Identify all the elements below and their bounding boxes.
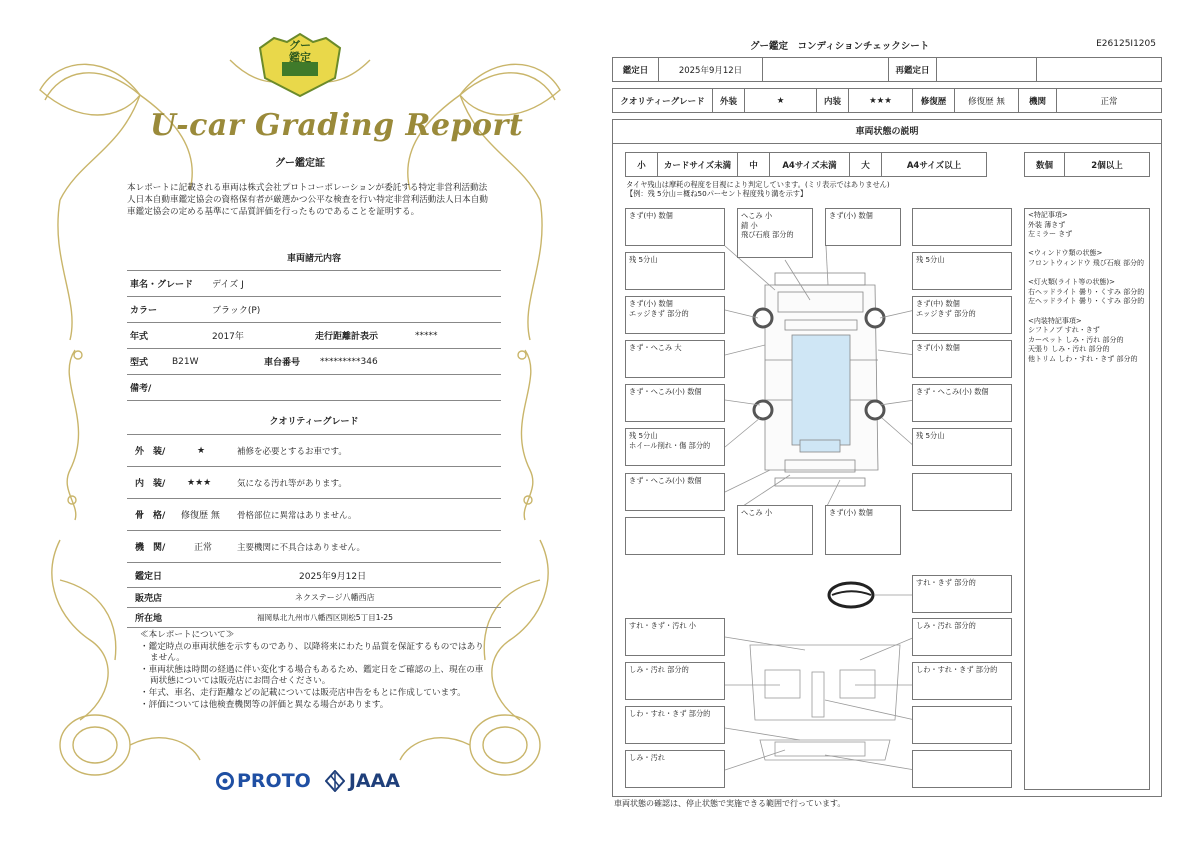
- date-label: 鑑定日: [135, 572, 163, 582]
- grade-label: 骨 格/: [135, 511, 166, 521]
- steering-wheel-icon: [829, 583, 873, 607]
- grade-label: 機 関/: [135, 543, 166, 553]
- jaaa-logo: [325, 770, 400, 792]
- certificate-intro: 本レポートに記載される車両は株式会社プロトコーポレーションが委託する特定非営利活動法人日本自動車鑑定協会の資格保有者が厳選かつ公平な検査を行い特定非営利活動法人日本自動車鑑定協会の定める基準にて品質評価を行ったものであることを証明する。: [127, 183, 488, 217]
- quality-section-title: クオリティーグレード: [269, 417, 359, 427]
- grade-desc: 主要機関に不具合はありません。: [237, 542, 366, 553]
- interior-value: ★★★: [849, 89, 913, 113]
- count-desc: 2個以上: [1065, 153, 1150, 177]
- proto-mark-icon: [215, 771, 235, 791]
- grade-desc: 気になる汚れ等があります。: [237, 478, 347, 489]
- comment-box: しわ・すれ・きず 部分的: [625, 706, 725, 744]
- grade-value: ★: [197, 445, 206, 456]
- mileage-label: 走行距離計表示: [315, 332, 379, 342]
- comment-box: しみ・汚れ: [625, 750, 725, 788]
- grade-row-interior: [127, 467, 501, 499]
- sheet-footer: 車両状態の確認は、停止状態で実施できる範囲で行っています。: [614, 799, 846, 808]
- condition-check-sheet: [600, 0, 1200, 848]
- badge-text: グー 鑑定: [289, 39, 311, 64]
- address-label: 所在地: [135, 614, 163, 624]
- grade-value: 正常: [194, 543, 213, 553]
- comment-box: きず・へこみ(小) 数個: [912, 384, 1012, 422]
- chassis-label: 車台番号: [264, 358, 301, 368]
- note-item: ・評価については他検査機関等の評価と異なる場合があります。: [140, 699, 389, 710]
- size-large: 大: [850, 153, 882, 177]
- date-value: 2025年9月12日: [659, 58, 763, 82]
- comment-box: 残 5分山 ホイール削れ・傷 部分的: [625, 428, 725, 466]
- grade-label: 外 装/: [135, 447, 166, 457]
- comment-box: しみ・汚れ 部分的: [912, 618, 1012, 656]
- note-item: ・鑑定時点の車両状態を示すものであり、以降将来にわたり品質を保証するものではありません。: [140, 641, 484, 664]
- size-mid: 中: [738, 153, 770, 177]
- quality-label: クオリティーグレード: [613, 89, 713, 113]
- count-label: 数個: [1025, 153, 1065, 177]
- comment-box: きず・へこみ(小) 数個: [625, 384, 725, 422]
- note-item: ・年式、車名、走行距離などの記載については販売店申告をもとに作成しています。: [140, 687, 466, 698]
- sheet-title: グー鑑定 コンディションチェックシート: [750, 41, 930, 52]
- comment-box: へこみ 小 錆 小 飛び石痕 部分的: [737, 208, 813, 258]
- date-label: 鑑定日: [613, 58, 659, 82]
- comment-box: 残 5分山: [912, 428, 1012, 466]
- comment-box: きず(小) 数個: [825, 208, 901, 246]
- date-value: 2025年9月12日: [299, 572, 367, 582]
- mileage-value: *****: [415, 330, 438, 341]
- spec-section-title: 車両諸元内容: [286, 254, 341, 264]
- size-large-desc: A4サイズ以上: [882, 153, 987, 177]
- car-name-label: 車名・グレード: [130, 280, 194, 290]
- repair-value: 修復歴 無: [955, 89, 1019, 113]
- exterior-value: ★: [745, 89, 817, 113]
- grade-label: 内 装/: [135, 479, 166, 489]
- spec-row-year: [127, 323, 501, 349]
- model-value: B21W: [172, 356, 199, 367]
- notes-list: [140, 630, 490, 711]
- proto-logo: [215, 770, 311, 792]
- info-row-date: [127, 564, 501, 588]
- car-name-value: デイズ J: [212, 280, 244, 290]
- size-small: 小: [626, 153, 658, 177]
- comment-box: [912, 473, 1012, 511]
- comment-box: しみ・汚れ 部分的: [625, 662, 725, 700]
- comment-box: きず(中) 数個 エッジきず 部分的: [912, 296, 1012, 334]
- comment-box: しわ・すれ・きず 部分的: [912, 662, 1012, 700]
- interior-label: 内装: [817, 89, 849, 113]
- notes-title: ≪本レポートについて≫: [140, 630, 235, 640]
- grade-value: ★★★: [187, 477, 212, 488]
- state-title: 車両状態の説明: [612, 119, 1162, 144]
- sheet-id: E26125I1205: [1096, 39, 1156, 49]
- grade-row-exterior: [127, 435, 501, 467]
- tire-note-2: 【例：残 5分山＝概ね50パーセント程度残り溝を示す】: [626, 189, 808, 198]
- color-label: カラー: [130, 306, 158, 316]
- color-value: ブラック(P): [212, 306, 261, 316]
- comment-box: きず(小) 数個: [912, 340, 1012, 378]
- comment-box: きず・へこみ 大: [625, 340, 725, 378]
- grade-desc: 骨格部位に異常はありません。: [237, 510, 357, 521]
- grade-row-engine: [127, 531, 501, 563]
- note-item: ・車両状態は時間の経過に伴い変化する場合もあるため、鑑定日をご確認の上、現在の車両状態については販売店にお問合せください。: [140, 664, 484, 687]
- certificate-subtitle: グー鑑定証: [275, 158, 325, 169]
- comment-box: すれ・きず・汚れ 小: [625, 618, 725, 656]
- logos: [215, 770, 400, 792]
- model-label: 型式: [130, 358, 149, 368]
- tire-note-1: タイヤ残山は摩耗の程度を目視により判定しています。(ミリ表示ではありません): [626, 180, 890, 189]
- spec-row-color: [127, 297, 501, 323]
- spec-row-remarks: [127, 375, 501, 401]
- comment-box: [912, 750, 1012, 788]
- repair-label: 修復歴: [913, 89, 955, 113]
- info-row-shop: [127, 588, 501, 608]
- year-value: 2017年: [212, 332, 244, 342]
- comment-box: きず(小) 数個 エッジきず 部分的: [625, 296, 725, 334]
- size-small-desc: カードサイズ未満: [658, 153, 738, 177]
- spec-row-car-name: [127, 271, 501, 297]
- certificate-title: U-car Grading Report: [150, 108, 524, 143]
- grade-row-frame: [127, 499, 501, 531]
- year-label: 年式: [130, 332, 149, 342]
- comment-box: 残 5分山: [912, 252, 1012, 290]
- special-notes: <特記事項> 外装 薄きず 左ミラー きず <ウィンドウ類の状態> フロントウィンドウ 飛び石痕 部分的 <灯火類(ライト等の状態)> 右ヘッドライト 曇り・くすみ 部分的 左ヘッドライト 曇り・くすみ 部分的 <内装特記事項> シフトノブ すれ・きず カーペット しみ・汚れ 部分的 天張り しみ・汚れ 部分的 他トリム しわ・すれ・きず 部分的: [1024, 208, 1150, 790]
- exterior-label: 外装: [713, 89, 745, 113]
- comment-box: [625, 517, 725, 555]
- comment-box: へこみ 小: [737, 505, 813, 555]
- comment-box: すれ・きず 部分的: [912, 575, 1012, 613]
- address-value: 福岡県北九州市八幡西区則松5丁目1-25: [257, 613, 393, 622]
- shop-value: ネクステージ八幡西店: [295, 593, 375, 602]
- proto-logo-text: PROTO: [237, 770, 311, 792]
- grade-desc: 補修を必要とするお車です。: [237, 446, 347, 457]
- spec-row-model: [127, 349, 501, 375]
- engine-value: 正常: [1057, 89, 1162, 113]
- shop-label: 販売店: [135, 594, 163, 604]
- comment-box: [912, 706, 1012, 744]
- grade-value: 修復歴 無: [181, 511, 220, 521]
- interior-view: [750, 645, 900, 760]
- engine-label: 機関: [1019, 89, 1057, 113]
- jaaa-logo-text: JAAA: [348, 770, 401, 792]
- size-mid-desc: A4サイズ未満: [770, 153, 850, 177]
- remarks-label: 備考/: [130, 384, 152, 394]
- redate-label: 再鑑定日: [889, 58, 937, 82]
- chassis-value: *********346: [320, 356, 378, 367]
- info-row-address: [127, 608, 501, 628]
- comment-box: 残 5分山: [625, 252, 725, 290]
- comment-box: きず(小) 数個: [825, 505, 901, 555]
- jaaa-mark-icon: [325, 770, 345, 792]
- comment-box: きず(中) 数個: [625, 208, 725, 246]
- comment-box: きず・へこみ(小) 数個: [625, 473, 725, 511]
- comment-box: [912, 208, 1012, 246]
